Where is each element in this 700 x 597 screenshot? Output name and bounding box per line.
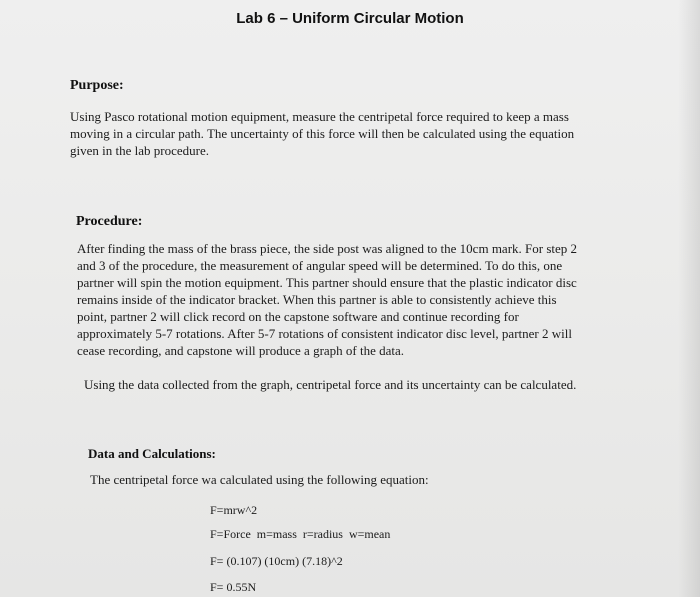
equation-main: F=mrw^2	[210, 503, 258, 517]
equation-variables: F=Force m=mass r=radius w=mean	[210, 527, 391, 541]
purpose-heading: Purpose:	[70, 78, 124, 93]
page-edge-shadow	[678, 0, 700, 597]
purpose-text: Using Pasco rotational motion equipment, measure the centripetal force required to keep a mass moving in a circular path. The uncertainty of this force will then be calculated using the equation given in the lab procedure.	[70, 109, 575, 158]
document-title: Lab 6 – Uniform Circular Motion	[236, 10, 464, 27]
procedure-note: Using the data collected from the graph, centripetal force and its uncertainty can be calculated.	[84, 377, 577, 392]
data-calc-intro: The centripetal force wa calculated using the following equation:	[90, 472, 429, 487]
procedure-heading: Procedure:	[76, 214, 143, 229]
data-calc-heading: Data and Calculations:	[88, 446, 216, 461]
equation-result: F= 0.55N	[210, 580, 257, 594]
procedure-text: After finding the mass of the brass piece, the side post was aligned to the 10cm mark. For step 2 and 3 of the procedure, the measurement of angular speed will be determined. To do this, one partner will spin the motion equipment. This partner should ensure that the plastic indicator disc remains inside of the indicator bracket. When this partner is able to consistently achieve this point, partner 2 will click record on the capstone software and continue recording for approximately 5-7 rotations. After 5-7 rotations of consistent indicator disc level, partner 2 will cease recording, and capstone will produce a graph of the data.	[77, 241, 578, 358]
equation-substitution: F= (0.107) (10cm) (7.18)^2	[210, 554, 343, 568]
